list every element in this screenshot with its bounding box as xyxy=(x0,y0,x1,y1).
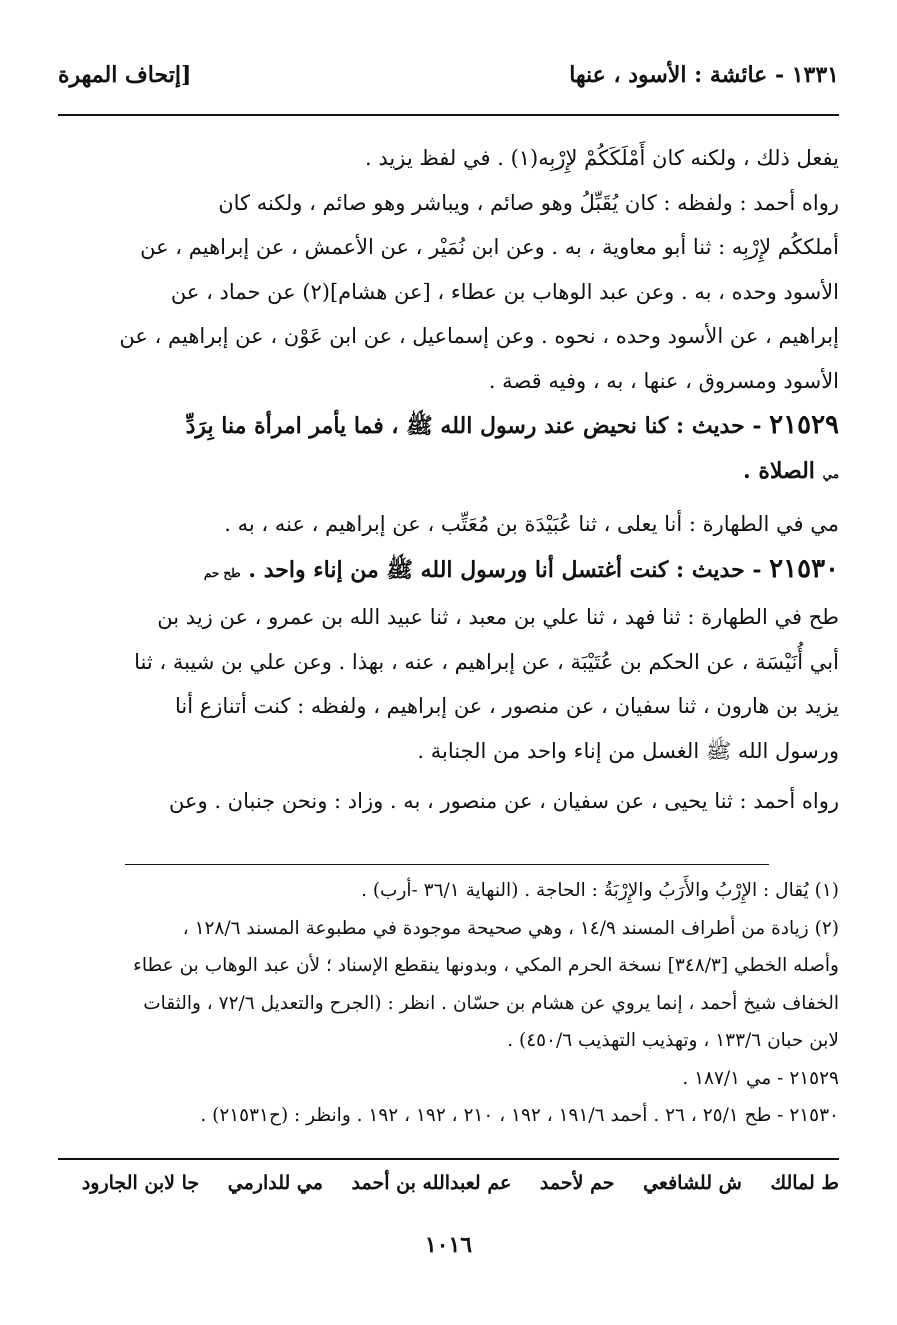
hadith-text: - حديث : كنت أغتسل أنا ورسول الله ﷺ من إناء واحد . xyxy=(248,556,762,583)
source-marker: طح حم xyxy=(203,565,241,580)
hadith-text: - حديث : كنا نحيض عند رسول الله ﷺ ، فما يأمر امرأة منا بِرَدِّ xyxy=(185,413,762,439)
legend-item: ش للشافعي xyxy=(643,1172,742,1194)
source-marker: مي xyxy=(822,466,839,481)
abbreviation-legend xyxy=(58,1172,839,1194)
running-title: ١٣٣١ - عائشة : الأسود ، عنها xyxy=(569,62,839,88)
footnote-line: وأصله الخطي [٣٤٨/٣] نسخة الحرم المكي ، وبدونها ينقطع الإسناد ؛ لأن عبد الوهاب بن عطاء xyxy=(133,955,839,976)
legend-item: ط لمالك xyxy=(770,1172,839,1194)
hadith-heading-21529 xyxy=(58,403,839,449)
book-title: [إتحاف المهرة xyxy=(58,62,192,88)
header-rule xyxy=(58,114,839,116)
text-line: أملككُم لإِرْبِه : ثنا أبو معاوية ، به . وعن ابن نُمَيْر ، عن الأعمش ، عن إبراهيم ، عن xyxy=(140,235,839,259)
text-line: ورسول الله ﷺ الغسل من إناء واحد من الجنابة . xyxy=(417,738,839,763)
hadith-number: ٢١٥٣٠ xyxy=(769,553,839,584)
footnote-line: الخفاف شيخ أحمد ، إنما يروي عن هشام بن حسّان . انظر : (الجرح والتعديل ٧٢/٦ ، والثقات xyxy=(143,992,839,1014)
page-header xyxy=(58,62,839,98)
text-line: رواه أحمد : ثنا يحيى ، عن سفيان ، عن منصور ، به . وزاد : ونحن جنبان . وعن xyxy=(168,789,839,813)
legend-item: عم لعبدالله بن أحمد xyxy=(351,1172,512,1194)
footnote-line: لابن حبان ١٣٣/٦ ، وتهذيب التهذيب ٤٥٠/٦) . xyxy=(507,1030,839,1051)
text-line: الأسود وحده ، به . وعن عبد الوهاب بن عطاء ، [عن هشام](٢) عن حماد ، عن xyxy=(170,279,839,304)
page-number: ١٠١٦ xyxy=(424,1232,473,1258)
text-line: يزيد بن هارون ، ثنا سفيان ، عن منصور ، عن إبراهيم ، ولفظه : كنت أتنازع أنا xyxy=(174,694,839,718)
hadith-number: ٢١٥٢٩ xyxy=(769,410,839,440)
text-line: إبراهيم ، عن الأسود وحده ، نحوه . وعن إسماعيل ، عن ابن عَوْن ، عن إبراهيم ، عن xyxy=(119,324,839,348)
text-line: أبي أُنَيْسَة ، عن الحكم بن عُتَيْبَة ، عن إبراهيم ، عنه ، بهذا . وعن علي بن شيبة ، ثنا xyxy=(134,649,839,674)
legend-item: جا لابن الجارود xyxy=(81,1172,200,1194)
footnote-line: (٢) زيادة من أطراف المسند ١٤/٩ ، وهي صحيحة موجودة في مطبوعة المسند ١٢٨/٦ ، xyxy=(182,917,839,939)
footnotes xyxy=(58,872,839,1135)
text-line: طح في الطهارة : ثنا فهد ، ثنا علي بن معبد ، ثنا عبيد الله بن عمرو ، عن زيد بن xyxy=(157,605,839,629)
footnote-line: (١) يُقال : الإِرْبُ والأَرَبُ والإِرْبَةُ : الحاجة . (النهاية ٣٦/١ -أرب) . xyxy=(361,880,839,901)
footnote-line: ٢١٥٢٩ - مي ١٨٧/١ . xyxy=(682,1067,839,1089)
legend-rule xyxy=(58,1158,839,1160)
hadith-heading-21530 xyxy=(58,547,839,596)
hadith-text: الصلاة . xyxy=(743,457,815,484)
text-line: رواه أحمد : ولفظه : كان يُقَبِّلُ وهو صائم ، ويباشر وهو صائم ، ولكنه كان xyxy=(218,190,839,215)
text-line: الأسود ومسروق ، عنها ، به ، وفيه قصة . xyxy=(488,368,839,393)
text-line: مي في الطهارة : أنا يعلى ، ثنا عُبَيْدَة بن مُعَتِّب ، عن إبراهيم ، عنه ، به . xyxy=(224,512,839,536)
legend-item: حم لأحمد xyxy=(539,1172,615,1194)
text-line: يفعل ذلك ، ولكنه كان أَمْلَكَكُمْ لإِرْبِه(١) . في لفظ يزيد . xyxy=(365,146,839,170)
legend-item: مي للدارمي xyxy=(227,1172,323,1194)
hadith-heading-21529-cont xyxy=(58,449,839,497)
main-text xyxy=(58,136,839,824)
footnote-rule xyxy=(125,864,769,865)
footnote-line: ٢١٥٣٠ - طح ٢٥/١ ، ٢٦ . أحمد ١٩١/٦ ، ١٩٢ ، ٢١٠ ، ١٩٢ ، ١٩٢ . وانظر : (ح٢١٥٣١) . xyxy=(200,1105,839,1126)
